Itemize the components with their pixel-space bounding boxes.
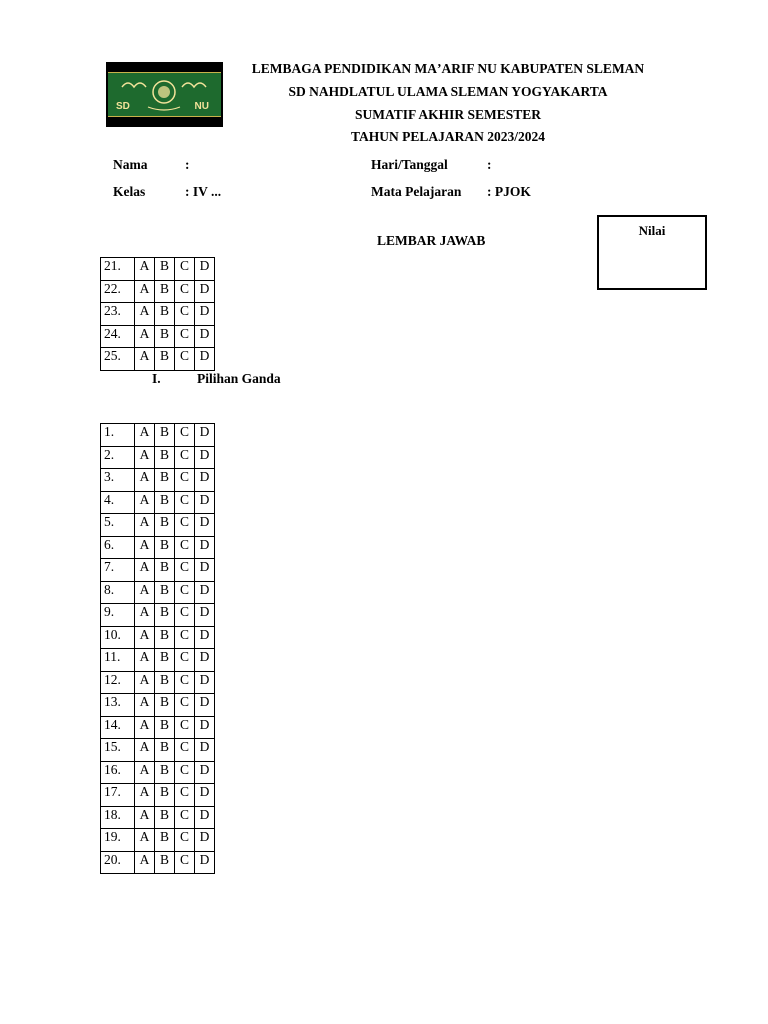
question-number: 25. (101, 348, 135, 371)
answer-row (101, 649, 215, 672)
answer-option-c[interactable]: C (175, 671, 195, 694)
answer-option-c[interactable]: C (175, 536, 195, 559)
answer-option-a[interactable]: A (135, 851, 155, 874)
answer-row (101, 694, 215, 717)
answer-option-c[interactable]: C (175, 514, 195, 537)
answer-option-d[interactable]: D (195, 258, 215, 281)
question-number: 20. (101, 851, 135, 874)
question-number: 18. (101, 806, 135, 829)
question-number: 14. (101, 716, 135, 739)
answer-option-b[interactable]: B (155, 303, 175, 326)
question-number: 11. (101, 649, 135, 672)
logo-sd-text: SD (116, 101, 130, 112)
answer-option-d[interactable]: D (195, 348, 215, 371)
answer-option-a[interactable]: A (135, 325, 155, 348)
answer-option-b[interactable]: B (155, 671, 175, 694)
answer-option-a[interactable]: A (135, 258, 155, 281)
answer-option-c[interactable]: C (175, 784, 195, 807)
question-number: 21. (101, 258, 135, 281)
answer-option-c[interactable]: C (175, 626, 195, 649)
answer-row (101, 739, 215, 762)
answer-option-d[interactable]: D (195, 784, 215, 807)
answer-option-c[interactable]: C (175, 280, 195, 303)
answer-option-d[interactable]: D (195, 325, 215, 348)
answer-option-c[interactable]: C (175, 851, 195, 874)
answer-option-d[interactable]: D (195, 851, 215, 874)
mapel-field[interactable]: : PJOK (487, 184, 531, 199)
answer-option-c[interactable]: C (175, 829, 195, 852)
answer-option-c[interactable]: C (175, 806, 195, 829)
question-number: 5. (101, 514, 135, 537)
answer-row (101, 446, 215, 469)
answer-row (101, 829, 215, 852)
answer-option-b[interactable]: B (155, 716, 175, 739)
answer-option-c[interactable]: C (175, 761, 195, 784)
kelas-field[interactable]: : IV ... (185, 184, 222, 199)
answer-row (101, 626, 215, 649)
answer-row (101, 514, 215, 537)
answer-option-a[interactable]: A (135, 761, 155, 784)
answer-option-c[interactable]: C (175, 716, 195, 739)
answer-option-a[interactable]: A (135, 491, 155, 514)
answer-option-a[interactable]: A (135, 280, 155, 303)
answer-option-c[interactable]: C (175, 303, 195, 326)
answer-option-c[interactable]: C (175, 491, 195, 514)
answer-option-a[interactable]: A (135, 446, 155, 469)
answer-option-a[interactable]: A (135, 694, 155, 717)
answer-option-d[interactable]: D (195, 446, 215, 469)
answer-option-c[interactable]: C (175, 739, 195, 762)
answer-row (101, 806, 215, 829)
answer-option-a[interactable]: A (135, 626, 155, 649)
answer-option-b[interactable]: B (155, 424, 175, 447)
answer-option-b[interactable]: B (155, 649, 175, 672)
answer-option-a[interactable]: A (135, 424, 155, 447)
answer-option-a[interactable]: A (135, 784, 155, 807)
answer-option-b[interactable]: B (155, 446, 175, 469)
answer-option-d[interactable]: D (195, 716, 215, 739)
question-number: 24. (101, 325, 135, 348)
question-number: 16. (101, 761, 135, 784)
question-number: 7. (101, 559, 135, 582)
answer-option-c[interactable]: C (175, 348, 195, 371)
section-number: I. (152, 371, 161, 386)
answer-option-d[interactable]: D (195, 626, 215, 649)
question-number: 15. (101, 739, 135, 762)
answer-row (101, 491, 215, 514)
answer-option-b[interactable]: B (155, 581, 175, 604)
exam-title: SUMATIF AKHIR SEMESTER (354, 107, 542, 122)
answer-row (101, 325, 215, 348)
answer-option-b[interactable]: B (155, 536, 175, 559)
answer-option-b[interactable]: B (155, 604, 175, 627)
answer-row (101, 784, 215, 807)
answer-option-c[interactable]: C (175, 258, 195, 281)
logo-banner (108, 72, 221, 117)
answer-option-c[interactable]: C (175, 649, 195, 672)
answer-option-b[interactable]: B (155, 761, 175, 784)
answer-option-c[interactable]: C (175, 694, 195, 717)
answer-option-a[interactable]: A (135, 671, 155, 694)
question-number: 3. (101, 469, 135, 492)
question-number: 6. (101, 536, 135, 559)
question-number: 22. (101, 280, 135, 303)
question-number: 19. (101, 829, 135, 852)
answer-row (101, 559, 215, 582)
answer-option-d[interactable]: D (195, 694, 215, 717)
answer-option-b[interactable]: B (155, 348, 175, 371)
score-label: Nilai (638, 223, 666, 238)
answer-option-a[interactable]: A (135, 514, 155, 537)
question-number: 9. (101, 604, 135, 627)
answer-option-a[interactable]: A (135, 716, 155, 739)
question-number: 12. (101, 671, 135, 694)
answer-option-a[interactable]: A (135, 739, 155, 762)
answer-option-a[interactable]: A (135, 536, 155, 559)
school-logo (106, 62, 223, 127)
answer-row (101, 348, 215, 371)
question-number: 17. (101, 784, 135, 807)
year-title: TAHUN PELAJARAN 2023/2024 (350, 129, 545, 144)
question-number: 8. (101, 581, 135, 604)
answer-option-d[interactable]: D (195, 559, 215, 582)
answer-row (101, 469, 215, 492)
answer-option-d[interactable]: D (195, 491, 215, 514)
answer-row (101, 280, 215, 303)
answer-option-d[interactable]: D (195, 649, 215, 672)
answer-option-d[interactable]: D (195, 469, 215, 492)
answer-row (101, 761, 215, 784)
answer-option-b[interactable]: B (155, 280, 175, 303)
answer-option-d[interactable]: D (195, 536, 215, 559)
answer-option-b[interactable]: B (155, 626, 175, 649)
answer-option-d[interactable]: D (195, 280, 215, 303)
answer-option-d[interactable]: D (195, 303, 215, 326)
answer-option-d[interactable]: D (195, 604, 215, 627)
answer-option-b[interactable]: B (155, 491, 175, 514)
answer-option-c[interactable]: C (175, 581, 195, 604)
answer-option-d[interactable]: D (195, 806, 215, 829)
logo-nu-text: NU (194, 101, 209, 112)
answer-option-b[interactable]: B (155, 851, 175, 874)
sheet-title: LEMBAR JAWAB (377, 233, 486, 248)
answer-option-d[interactable]: D (195, 424, 215, 447)
answer-option-b[interactable]: B (155, 469, 175, 492)
answer-row (101, 424, 215, 447)
answer-row (101, 716, 215, 739)
answer-row (101, 258, 215, 281)
question-number: 2. (101, 446, 135, 469)
answer-option-d[interactable]: D (195, 761, 215, 784)
answer-option-d[interactable]: D (195, 581, 215, 604)
answer-option-d[interactable]: D (195, 829, 215, 852)
answer-option-a[interactable]: A (135, 559, 155, 582)
answer-option-b[interactable]: B (155, 739, 175, 762)
school-title: SD NAHDLATUL ULAMA SLEMAN YOGYAKARTA (288, 84, 608, 99)
answer-row (101, 581, 215, 604)
mapel-label: Mata Pelajaran (371, 184, 462, 199)
answer-option-b[interactable]: B (155, 559, 175, 582)
answer-option-b[interactable]: B (155, 829, 175, 852)
answer-option-b[interactable]: B (155, 514, 175, 537)
question-number: 4. (101, 491, 135, 514)
nama-label: Nama (113, 157, 148, 172)
answer-option-a[interactable]: A (135, 348, 155, 371)
answer-option-a[interactable]: A (135, 469, 155, 492)
answer-option-a[interactable]: A (135, 581, 155, 604)
answer-row (101, 303, 215, 326)
answer-option-a[interactable]: A (135, 829, 155, 852)
answer-option-a[interactable]: A (135, 604, 155, 627)
answer-option-c[interactable]: C (175, 325, 195, 348)
answer-option-c[interactable]: C (175, 469, 195, 492)
answer-option-a[interactable]: A (135, 806, 155, 829)
institution-title: LEMBAGA PENDIDIKAN MAʼARIF NU KABUPATEN SLEMAN (251, 61, 645, 76)
answer-option-d[interactable]: D (195, 514, 215, 537)
answer-option-a[interactable]: A (135, 649, 155, 672)
kelas-label: Kelas (113, 184, 146, 199)
answer-option-b[interactable]: B (155, 258, 175, 281)
answer-option-b[interactable]: B (155, 325, 175, 348)
answer-row (101, 604, 215, 627)
question-number: 23. (101, 303, 135, 326)
answer-option-c[interactable]: C (175, 424, 195, 447)
answer-row (101, 671, 215, 694)
answer-option-a[interactable]: A (135, 303, 155, 326)
hari-field[interactable]: : (487, 157, 492, 172)
answer-row (101, 536, 215, 559)
score-box[interactable] (597, 215, 707, 290)
answer-option-b[interactable]: B (155, 806, 175, 829)
question-number: 10. (101, 626, 135, 649)
answer-option-c[interactable]: C (175, 446, 195, 469)
question-number: 1. (101, 424, 135, 447)
answer-option-d[interactable]: D (195, 739, 215, 762)
answer-row (101, 851, 215, 874)
answer-table-1-20 (100, 423, 215, 874)
answer-option-b[interactable]: B (155, 694, 175, 717)
answer-option-c[interactable]: C (175, 604, 195, 627)
nama-field[interactable]: : (185, 157, 190, 172)
answer-table-21-25 (100, 257, 215, 371)
answer-option-b[interactable]: B (155, 784, 175, 807)
section-title: Pilihan Ganda (197, 371, 281, 386)
answer-option-d[interactable]: D (195, 671, 215, 694)
hari-label: Hari/Tanggal (371, 157, 448, 172)
answer-option-c[interactable]: C (175, 559, 195, 582)
question-number: 13. (101, 694, 135, 717)
